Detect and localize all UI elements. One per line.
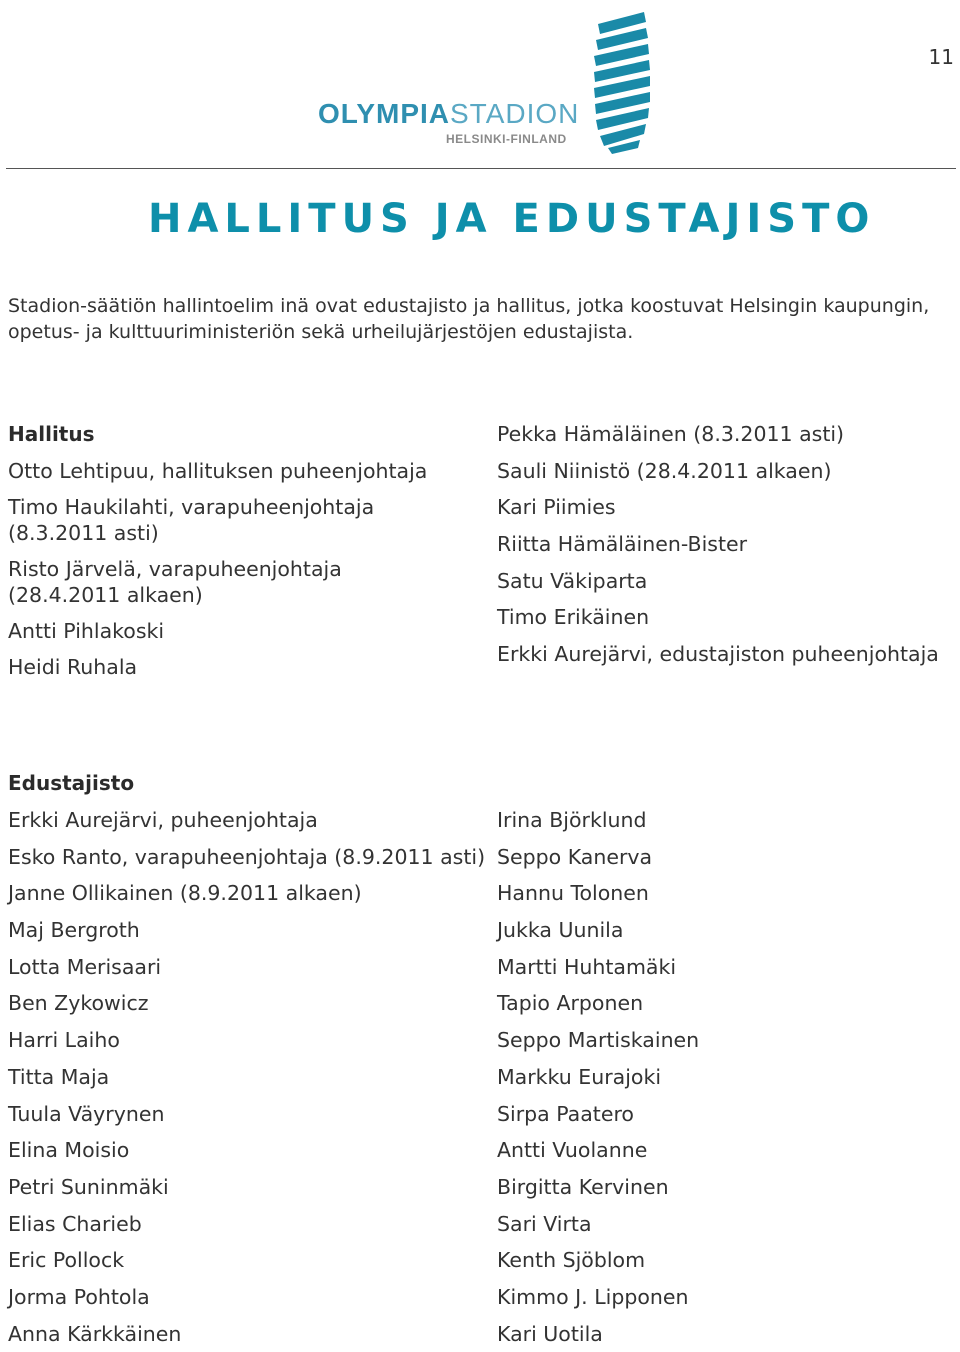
list-item: Janne Ollikainen (8.9.2011 alkaen)	[8, 881, 362, 906]
list-item: Antti Pihlakoski	[8, 619, 165, 643]
hallitus-left-list	[8, 453, 478, 685]
list-item: (8.3.2011 asti)	[8, 521, 159, 545]
list-item: Tapio Arponen	[497, 991, 644, 1016]
stadium-tower-icon	[588, 10, 652, 154]
list-item: Heidi Ruhala	[8, 655, 138, 679]
list-item: Jukka Uunila	[497, 918, 624, 943]
edustajisto-heading: Edustajisto	[8, 771, 135, 795]
list-item: Sirpa Paatero	[497, 1101, 634, 1126]
list-item: Elina Moisio	[8, 1138, 130, 1163]
list-item: Antti Vuolanne	[497, 1138, 648, 1163]
list-item: Maj Bergroth	[8, 918, 140, 943]
logo-wordmark-stadion: STADION	[450, 98, 580, 129]
list-item: Erkki Aurejärvi, puheenjohtaja	[8, 808, 318, 832]
logo-subtitle: HELSINKI-FINLAND	[446, 132, 567, 146]
list-item: Petri Suninmäki	[8, 1174, 169, 1199]
list-item: Lotta Merisaari	[8, 954, 162, 979]
list-item: Elias Charieb	[8, 1211, 142, 1236]
list-item: Pekka Hämäläinen (8.3.2011 asti)	[497, 422, 845, 446]
header-divider	[6, 168, 956, 169]
list-item: Kari Uotila	[497, 1321, 603, 1346]
list-item: Timo Erikäinen	[497, 605, 650, 630]
list-item: Seppo Kanerva	[497, 844, 653, 869]
list-item: Irina Björklund	[497, 808, 647, 832]
list-item: Martti Huhtamäki	[497, 954, 677, 979]
list-item: Otto Lehtipuu, hallituksen puheenjohtaja	[8, 459, 428, 483]
hallitus-right-list	[497, 416, 957, 673]
list-item: Seppo Martiskainen	[497, 1028, 700, 1053]
list-item: Sari Virta	[497, 1211, 592, 1236]
page-number: 11	[928, 45, 954, 69]
list-item: Hannu Tolonen	[497, 881, 649, 906]
list-item: Kari Piimies	[497, 495, 616, 520]
edustajisto-left-list	[8, 802, 488, 1352]
list-item: Tuula Väyrynen	[8, 1101, 165, 1126]
logo-wordmark	[318, 98, 579, 130]
logo-wordmark-olympia: OLYMPIA	[318, 98, 450, 129]
list-item: Kimmo J. Lipponen	[497, 1284, 689, 1309]
list-item: Ben Zykowicz	[8, 991, 149, 1016]
list-item: Esko Ranto, varapuheenjohtaja (8.9.2011 asti)	[8, 844, 486, 869]
list-item: Titta Maja	[8, 1064, 110, 1089]
list-item: Risto Järvelä, varapuheenjohtaja	[8, 557, 342, 581]
list-item: Harri Laiho	[8, 1028, 120, 1053]
list-item: (28.4.2011 alkaen)	[8, 583, 203, 607]
list-item: Jorma Pohtola	[8, 1284, 150, 1309]
list-item: Satu Väkiparta	[497, 568, 648, 593]
list-item: Eric Pollock	[8, 1248, 125, 1273]
olympiastadion-logo	[318, 10, 652, 158]
list-item: Birgitta Kervinen	[497, 1174, 669, 1199]
list-item: Riitta Hämäläinen-Bister	[497, 532, 748, 557]
list-item: Sauli Niinistö (28.4.2011 alkaen)	[497, 458, 832, 483]
intro-paragraph: Stadion-säätiön hallintoelim inä ovat edustajisto ja hallitus, jotka koostuvat Helsingin kaupungin, opetus- ja kulttuuriministeriön sekä urheilujärjestöjen edustajista.	[8, 295, 930, 343]
page-title: HALLITUS JA EDUSTAJISTO	[148, 196, 876, 242]
edustajisto-right-list	[497, 802, 957, 1352]
hallitus-heading: Hallitus	[8, 422, 95, 446]
list-item: Markku Eurajoki	[497, 1064, 662, 1089]
list-item: Anna Kärkkäinen	[8, 1321, 182, 1346]
list-item: Timo Haukilahti, varapuheenjohtaja	[8, 495, 375, 519]
list-item: Erkki Aurejärvi, edustajiston puheenjohtaja	[497, 642, 939, 667]
list-item: Kenth Sjöblom	[497, 1248, 646, 1273]
